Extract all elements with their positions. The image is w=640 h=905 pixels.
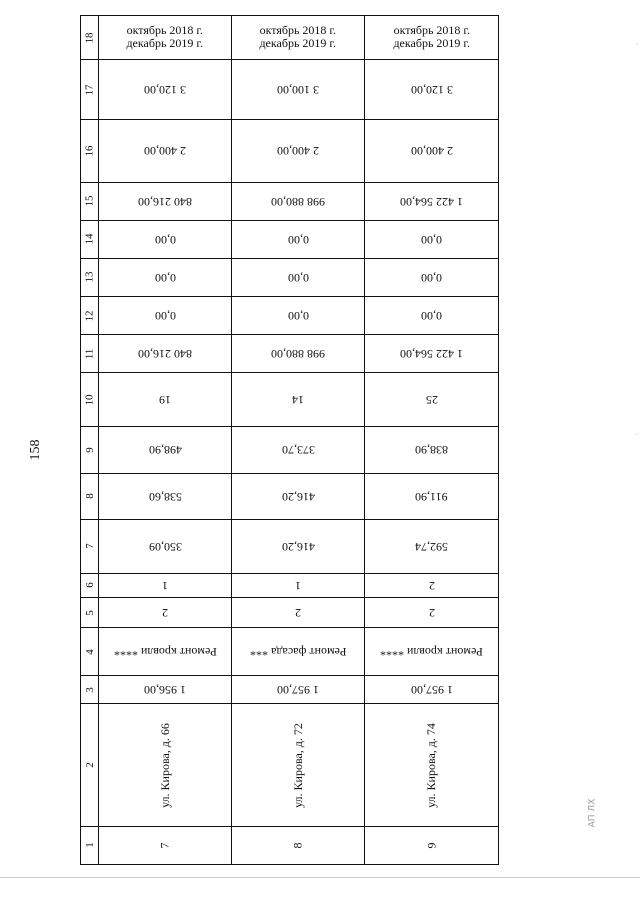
table-row (81, 427, 499, 473)
column-number: 11 (81, 335, 99, 373)
table-row (81, 628, 499, 676)
value-cell: 2 400,00 (99, 120, 232, 182)
column-number: 12 (81, 296, 99, 334)
page-bottom-edge (0, 877, 640, 878)
value-cell: 0,00 (99, 296, 232, 334)
table-row (81, 573, 499, 597)
column-number: 16 (81, 120, 99, 182)
table-row (81, 597, 499, 627)
value-cell: 840 216,00 (99, 182, 232, 220)
table-row (81, 258, 499, 296)
period-cell: декабрь 2019 г. октябрь 2018 г. (232, 16, 365, 60)
value-cell: 2 (232, 597, 365, 627)
value-cell: 3 100,00 (232, 60, 365, 120)
work-type-cell: Ремонт кровли **** (99, 628, 232, 676)
table-row (81, 16, 499, 60)
work-type-cell: Ремонт фасада *** (232, 628, 365, 676)
column-number: 3 (81, 676, 99, 704)
margin-mark: АП ЛХ (587, 798, 598, 828)
period-cell: декабрь 2019 г. октябрь 2018 г. (365, 16, 499, 60)
value-cell: 998 880,00 (232, 182, 365, 220)
address-cell: ул. Кирова, д. 74 (365, 704, 499, 826)
value-cell: 592,74 (365, 519, 499, 573)
value-cell: 1 422 564,00 (365, 182, 499, 220)
table-row (81, 120, 499, 182)
column-number: 1 (81, 826, 99, 864)
column-number: 13 (81, 258, 99, 296)
page-number: 158 (28, 439, 43, 461)
column-number: 15 (81, 182, 99, 220)
column-number: 5 (81, 597, 99, 627)
edge-dot: · (635, 40, 638, 49)
edge-dot: · (635, 430, 638, 439)
value-cell: 0,00 (365, 296, 499, 334)
value-cell: 2 (365, 573, 499, 597)
table-row (81, 473, 499, 519)
value-cell: 0,00 (365, 220, 499, 258)
table-row (81, 182, 499, 220)
column-number: 4 (81, 628, 99, 676)
address-cell: ул. Кирова, д. 72 (232, 704, 365, 826)
column-number: 9 (81, 427, 99, 473)
table-row (81, 676, 499, 704)
value-cell: 0,00 (99, 258, 232, 296)
row-index-cell: 8 (232, 826, 365, 864)
value-cell: 350,09 (99, 519, 232, 573)
period-cell: декабрь 2019 г. октябрь 2018 г. (99, 16, 232, 60)
table-row (81, 60, 499, 120)
table-row (81, 373, 499, 427)
column-number: 7 (81, 519, 99, 573)
value-cell: 1 (99, 573, 232, 597)
value-cell: 0,00 (365, 258, 499, 296)
column-number: 8 (81, 473, 99, 519)
table-row (81, 220, 499, 258)
address-cell: ул. Кирова, д. 66 (99, 704, 232, 826)
row-index-cell: 9 (365, 826, 499, 864)
value-cell: 498,90 (99, 427, 232, 473)
value-cell: 3 120,00 (99, 60, 232, 120)
value-cell: 2 400,00 (365, 120, 499, 182)
value-cell: 1 (232, 573, 365, 597)
value-cell: 838,90 (365, 427, 499, 473)
value-cell: 0,00 (99, 220, 232, 258)
value-cell: 1 956,00 (99, 676, 232, 704)
value-cell: 0,00 (232, 220, 365, 258)
value-cell: 1 957,00 (365, 676, 499, 704)
table-row (81, 519, 499, 573)
column-number: 6 (81, 573, 99, 597)
value-cell: 2 (365, 597, 499, 627)
value-cell: 911,90 (365, 473, 499, 519)
column-number: 18 (81, 16, 99, 60)
value-cell: 19 (99, 373, 232, 427)
value-cell: 14 (232, 373, 365, 427)
value-cell: 0,00 (232, 258, 365, 296)
value-cell: 0,00 (232, 296, 365, 334)
value-cell: 1 957,00 (232, 676, 365, 704)
value-cell: 3 120,00 (365, 60, 499, 120)
table-row (81, 826, 499, 864)
value-cell: 998 880,00 (232, 335, 365, 373)
value-cell: 25 (365, 373, 499, 427)
table-row (81, 296, 499, 334)
row-index-cell: 7 (99, 826, 232, 864)
repair-table-container (80, 15, 498, 865)
column-number: 17 (81, 60, 99, 120)
column-number: 2 (81, 704, 99, 826)
column-number: 10 (81, 373, 99, 427)
value-cell: 373,70 (232, 427, 365, 473)
table-row (81, 704, 499, 826)
value-cell: 840 216,00 (99, 335, 232, 373)
table-row (81, 335, 499, 373)
value-cell: 2 (99, 597, 232, 627)
value-cell: 538,60 (99, 473, 232, 519)
repair-table (80, 15, 499, 865)
value-cell: 1 422 564,00 (365, 335, 499, 373)
value-cell: 416,20 (232, 473, 365, 519)
work-type-cell: Ремонт кровли **** (365, 628, 499, 676)
value-cell: 416,20 (232, 519, 365, 573)
column-number: 14 (81, 220, 99, 258)
value-cell: 2 400,00 (232, 120, 365, 182)
